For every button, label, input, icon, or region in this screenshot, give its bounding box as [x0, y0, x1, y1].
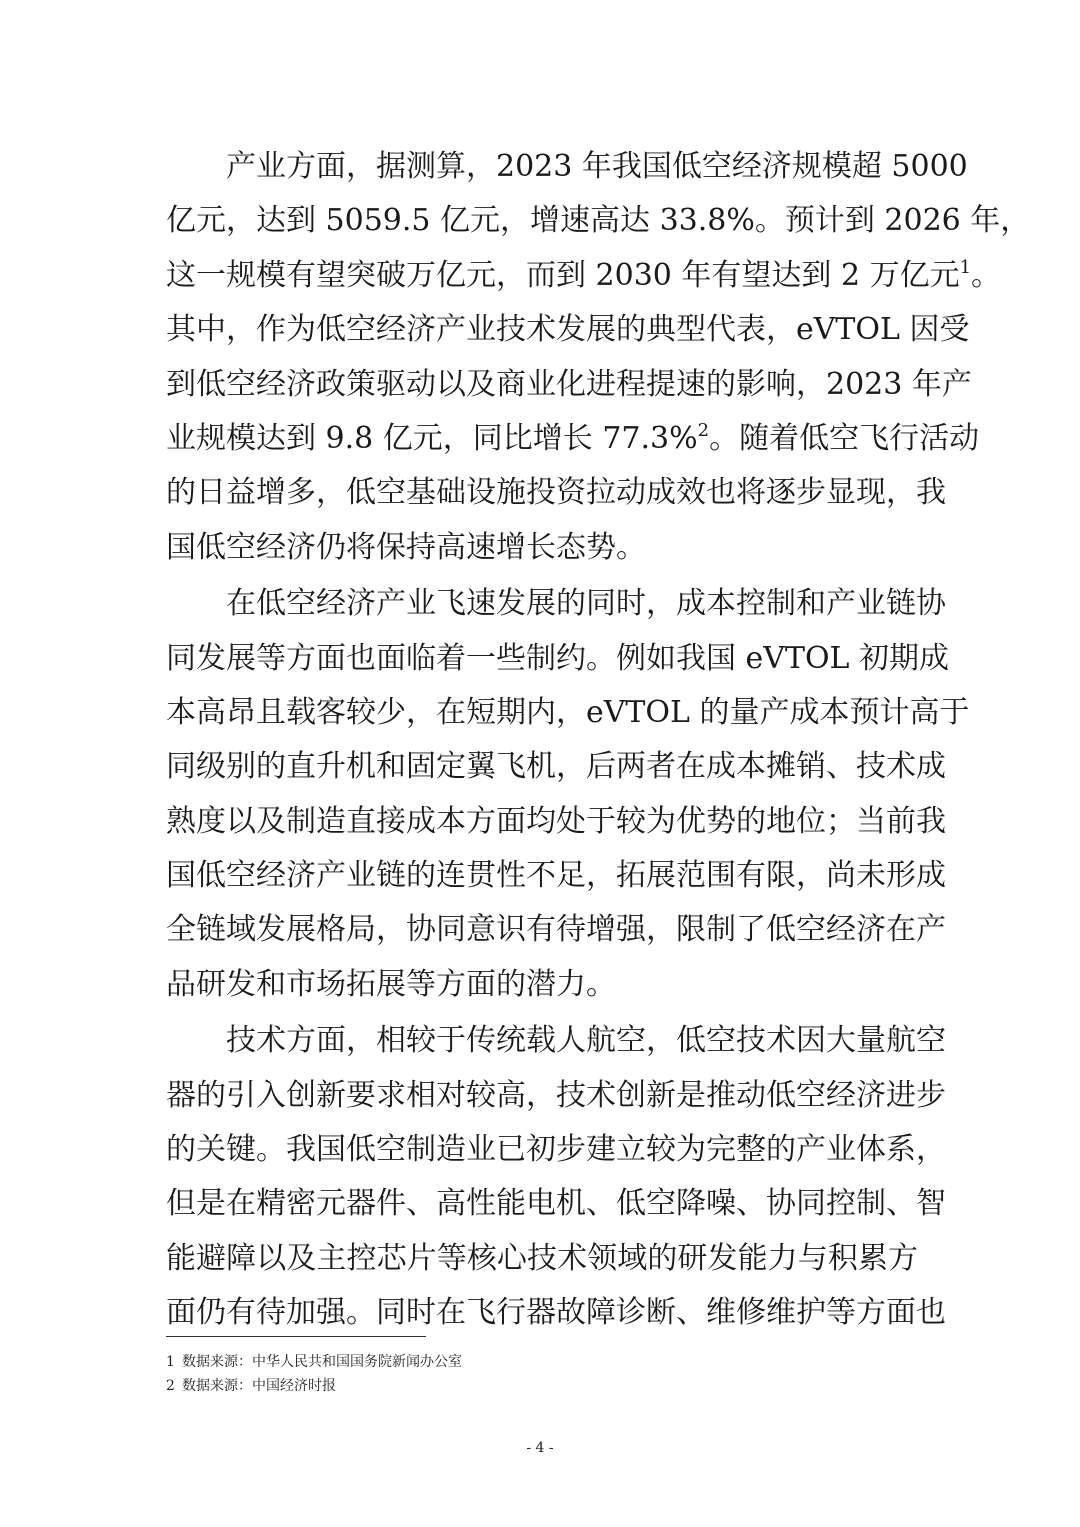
paragraph-line: 同发展等方面也面临着一些制约。例如我国 eVTOL 初期成: [166, 640, 950, 676]
paragraph-1: [166, 140, 1031, 575]
paragraph-line: 品研发和市场拓展等方面的潜力。: [166, 966, 616, 1002]
paragraph-line: [166, 249, 1002, 303]
paragraph-line: 国低空经济产业链的连贯性不足，拓展范围有限，尚未形成: [166, 858, 946, 894]
paragraph-line: 但是在精密元器件、高性能电机、低空降噪、协同控制、智: [166, 1186, 946, 1222]
page-number: - 4 -: [526, 1440, 554, 1456]
body-text: [166, 140, 1031, 1343]
footnote-text: 数据来源：中国经济时报: [182, 1378, 336, 1394]
footnote-1: [166, 1350, 918, 1374]
paragraph-line: 熟度以及制造直接成本方面均处于较为优势的地位；当前我: [166, 803, 946, 839]
footnote-number: 1: [166, 1354, 175, 1370]
paragraph-line: 全链域发展格局，协同意识有待增强，限制了低空经济在产: [166, 912, 946, 948]
paragraph-line: 能避障以及主控芯片等核心技术领域的研发能力与积累方: [166, 1240, 918, 1276]
paragraph-line: [166, 412, 980, 466]
footnote-divider: [166, 1336, 426, 1337]
paragraph-line: 国低空经济仍将保持高速增长态势。: [166, 529, 646, 565]
paragraph-3: [166, 1014, 946, 1340]
paragraph-2: [166, 577, 970, 1012]
footnote-text: 数据来源：中华人民共和国国务院新闻办公室: [182, 1354, 462, 1370]
paragraph-line: 器的引入创新要求相对较高，技术创新是推动低空经济进步: [166, 1077, 946, 1113]
paragraph-line: 本高昂且载客较少，在短期内，eVTOL 的量产成本预计高于: [166, 694, 970, 730]
paragraph-line: 产业方面，据测算，2023 年我国低空经济规模超 5000: [166, 149, 968, 184]
line-text: 。随着低空飞行活动: [709, 420, 980, 456]
paragraph-line: 的日益增多，低空基础设施投资拉动成效也将逐步显现，我: [166, 475, 946, 511]
footnote-ref-2: 2: [697, 419, 710, 441]
line-text: 。: [971, 257, 1002, 293]
paragraph-line: 技术方面，相较于传统载人航空，低空技术因大量航空: [166, 1023, 946, 1059]
footnote-ref-1: 1: [959, 256, 972, 278]
paragraph-line: 的关键。我国低空制造业已初步建立较为完整的产业体系，: [166, 1132, 946, 1168]
paragraph-line: 到低空经济政策驱动以及商业化进程提速的影响，2023 年产: [166, 366, 972, 402]
paragraph-line: 面仍有待加强。同时在飞行器故障诊断、维修维护等方面也: [166, 1295, 946, 1331]
line-text: 业规模达到 9.8 亿元，同比增长 77.3%: [166, 420, 698, 456]
paragraph-line: 亿元，达到 5059.5 亿元，增速高达 33.8%。预计到 2026 年，: [166, 203, 1031, 239]
paragraph-line: 其中，作为低空经济产业技术发展的典型代表，eVTOL 因受: [166, 312, 970, 348]
line-text: 这一规模有望突破万亿元，而到 2030 年有望达到 2 万亿元: [166, 257, 960, 293]
paragraph-line: 同级别的直升机和固定翼飞机，后两者在成本摊销、技术成: [166, 749, 946, 785]
paragraph-line: 在低空经济产业飞速发展的同时，成本控制和产业链协: [166, 586, 946, 622]
footnote-2: [166, 1374, 918, 1398]
footnotes: [166, 1350, 918, 1398]
footnote-number: 2: [166, 1378, 175, 1394]
